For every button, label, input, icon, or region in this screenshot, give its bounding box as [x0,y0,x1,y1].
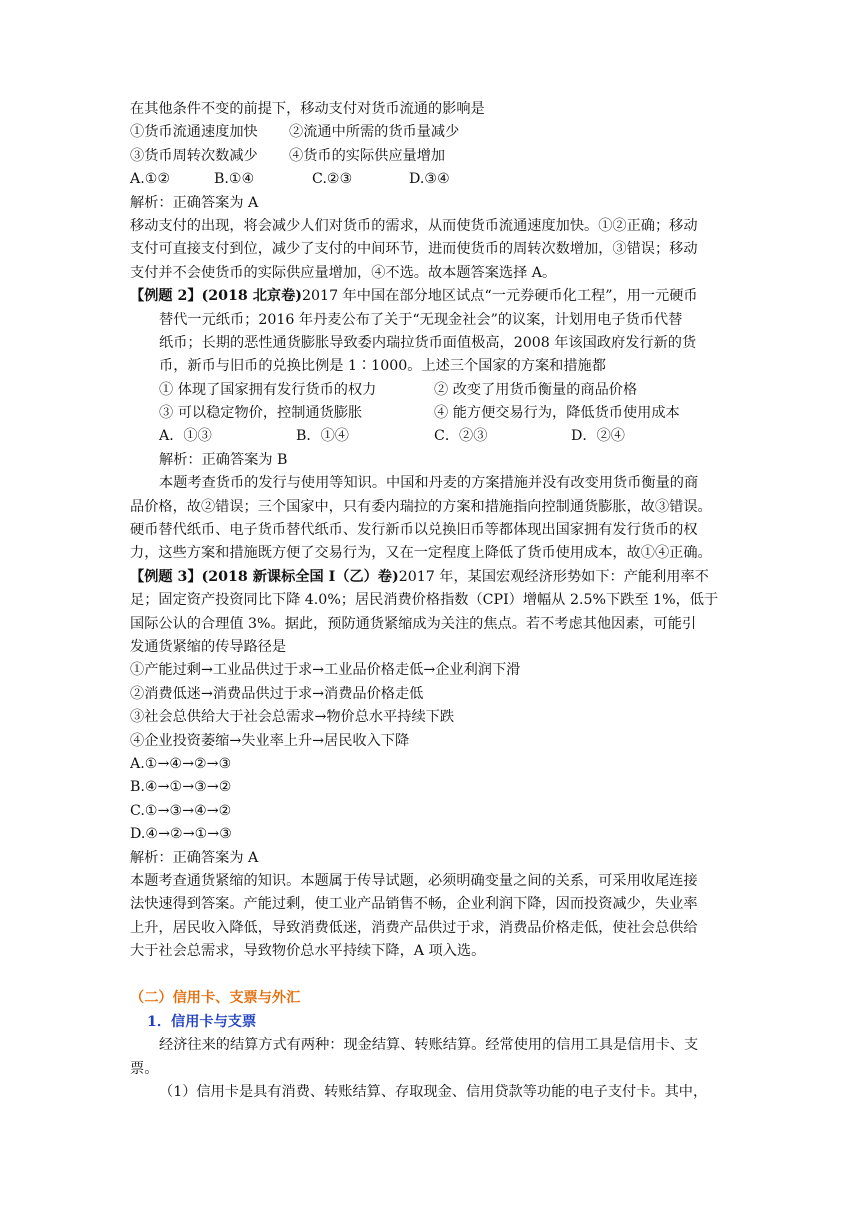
q2-item-2: ② 改变了用货币衡量的商品价格 [434,381,638,398]
q1-analysis-line: 移动支付的出现，将会减少人们对货币的需求，从而使货币流通速度加快。①②正确；移动 [130,217,698,234]
q3-analysis-line: 大于社会总需求，导致物价总水平持续下降，A 项入选。 [130,943,486,960]
q3-stem-first [130,566,735,589]
q2-stem-line: 替代一元纸币；2016 年丹麦公布了关于“无现金社会”的议案，计划用电子货币代替 [159,311,683,328]
q3-path: ④企业投资萎缩→失业率上升→居民收入下降 [130,732,410,749]
q1-stem: 在其他条件不变的前提下，移动支付对货币流通的影响是 [130,101,485,117]
q1-item-1: ①货币流通速度加快 [130,124,258,141]
q1-choice-a: A.①② [130,171,171,188]
q2-stem-line: 纸币；长期的恶性通货膨胀导致委内瑞拉货币面值极高，2008 年该国政府发行新的货 [159,334,697,351]
q1-item-2: ②流通中所需的货币量减少 [289,124,460,141]
q1-choices [130,168,735,191]
section-para1-line: 票。 [130,1060,159,1077]
q2-items-row2 [130,402,735,425]
q3-analysis-line: 本题考查通货紧缩的知识。本题属于传导试题，必须明确变量之间的关系，可采用收尾连接 [130,872,698,889]
q1-choice-b: B.①④ [214,171,255,188]
q3-path: ③社会总供给大于社会总需求→物价总水平持续下跌 [130,709,455,726]
q3-path: ②消费低迷→消费品供过于求→消费品价格走低 [130,685,424,702]
q2-item-3: ③ 可以稳定物价，控制通货膨胀 [159,405,363,422]
q3-stem-line: 国际公认的合理值 3%。据此，预防通货紧缩成为关注的焦点。若不考虑其他因素，可能引 [130,615,697,632]
q1-items-row1 [130,121,735,144]
q3-choice-d: D.④→②→①→③ [130,826,232,843]
q1-item-4: ④货币的实际供应量增加 [289,147,446,164]
section-para2: （1）信用卡是具有消费、转账结算、存取现金、信用贷款等功能的电子支付卡。其中， [159,1084,708,1101]
q3-stem-line: 发通货紧缩的传导路径是 [130,638,287,655]
q2-item-1: ① 体现了国家拥有发行货币的权力 [159,381,377,398]
q3-choice-c: C.①→③→④→② [130,802,232,819]
q2-choice-c: C．②③ [434,428,488,445]
section-heading: （二）信用卡、支票与外汇 [130,990,301,1007]
q2-item-4: ④ 能方便交易行为，降低货币使用成本 [434,405,680,422]
q2-answer: 解析：正确答案为 B [159,451,288,468]
q2-analysis-line: 本题考查货币的发行与使用等知识。中国和丹麦的方案措施并没有改变用货币衡量的商 [159,475,699,492]
document-page [130,98,735,1104]
q3-analysis-line: 上升，居民收入降低，导致消费低迷，消费产品供过于求，消费品价格走低，使社会总供给 [130,919,698,936]
q1-item-3: ③货币周转次数减少 [130,147,258,164]
q2-analysis-line: 硬币替代纸币、电子货币替代纸币、发行新币以兑换旧币等都体现出国家拥有发行货币的权 [130,522,698,539]
q1-items-row2 [130,145,735,168]
q1-choice-c: C.②③ [312,171,353,188]
q2-choice-d: D．②④ [571,428,625,445]
q2-stem-line: 币，新币与旧币的兑换比例是 1∶1000。上述三个国家的方案和措施都 [159,358,606,375]
q3-tag: 【例题 3】(2018 新课标全国 I（乙）卷) [130,568,399,585]
section-spacer [130,963,735,987]
q1-analysis-line: 支付可直接支付到位，减少了支付的中间环节，进而使货币的周转次数增加，③错误；移动 [130,241,698,258]
q2-choice-b: B．①④ [296,428,349,445]
q2-stem-first [130,285,735,308]
q3-answer: 解析：正确答案为 A [130,849,259,866]
q2-tag: 【例题 2】(2018 北京卷) [130,288,302,305]
q3-stem-start: 2017 年，某国宏观经济形势如下：产能利用率不 [398,568,709,585]
q3-analysis-line: 法快速得到答案。产能过剩，使工业产品销售不畅，企业利润下降，因而投资减少，失业率 [130,896,698,913]
q2-analysis-line: 力，这些方案和措施既方便了交易行为，又在一定程度上降低了货币使用成本，故①④正确。 [130,545,712,562]
section-para1-line: 经济往来的结算方式有两种：现金结算、转账结算。经常使用的信用工具是信用卡、支 [159,1037,699,1054]
q3-stem-line: 足；固定资产投资同比下降 4.0%；居民消费价格指数（CPI）增幅从 2.5%下跌至 1%，低于 [130,592,719,609]
q2-items-row1 [130,379,735,402]
q3-path: ①产能过剩→工业品供过于求→工业品价格走低→企业利润下滑 [130,662,521,679]
q2-analysis-line: 品价格，故②错误；三个国家中，只有委内瑞拉的方案和措施指向控制通货膨胀，故③错误。 [130,498,712,515]
q2-choices [130,425,735,448]
q3-choice-a: A.①→④→②→③ [130,755,232,772]
q3-choice-b: B.④→①→③→② [130,779,232,796]
section-subheading: 1．信用卡与支票 [147,1013,257,1030]
q1-choice-d: D.③④ [409,171,450,188]
q2-stem-start: 2017 年中国在部分地区试点“一元券硬币化工程”，用一元硬币 [301,288,698,305]
q2-choice-a: A．①③ [159,428,212,445]
q1-answer: 解析：正确答案为 A [130,194,259,211]
q1-analysis-line: 支付并不会使货币的实际供应量增加，④不选。故本题答案选择 A。 [130,264,557,281]
